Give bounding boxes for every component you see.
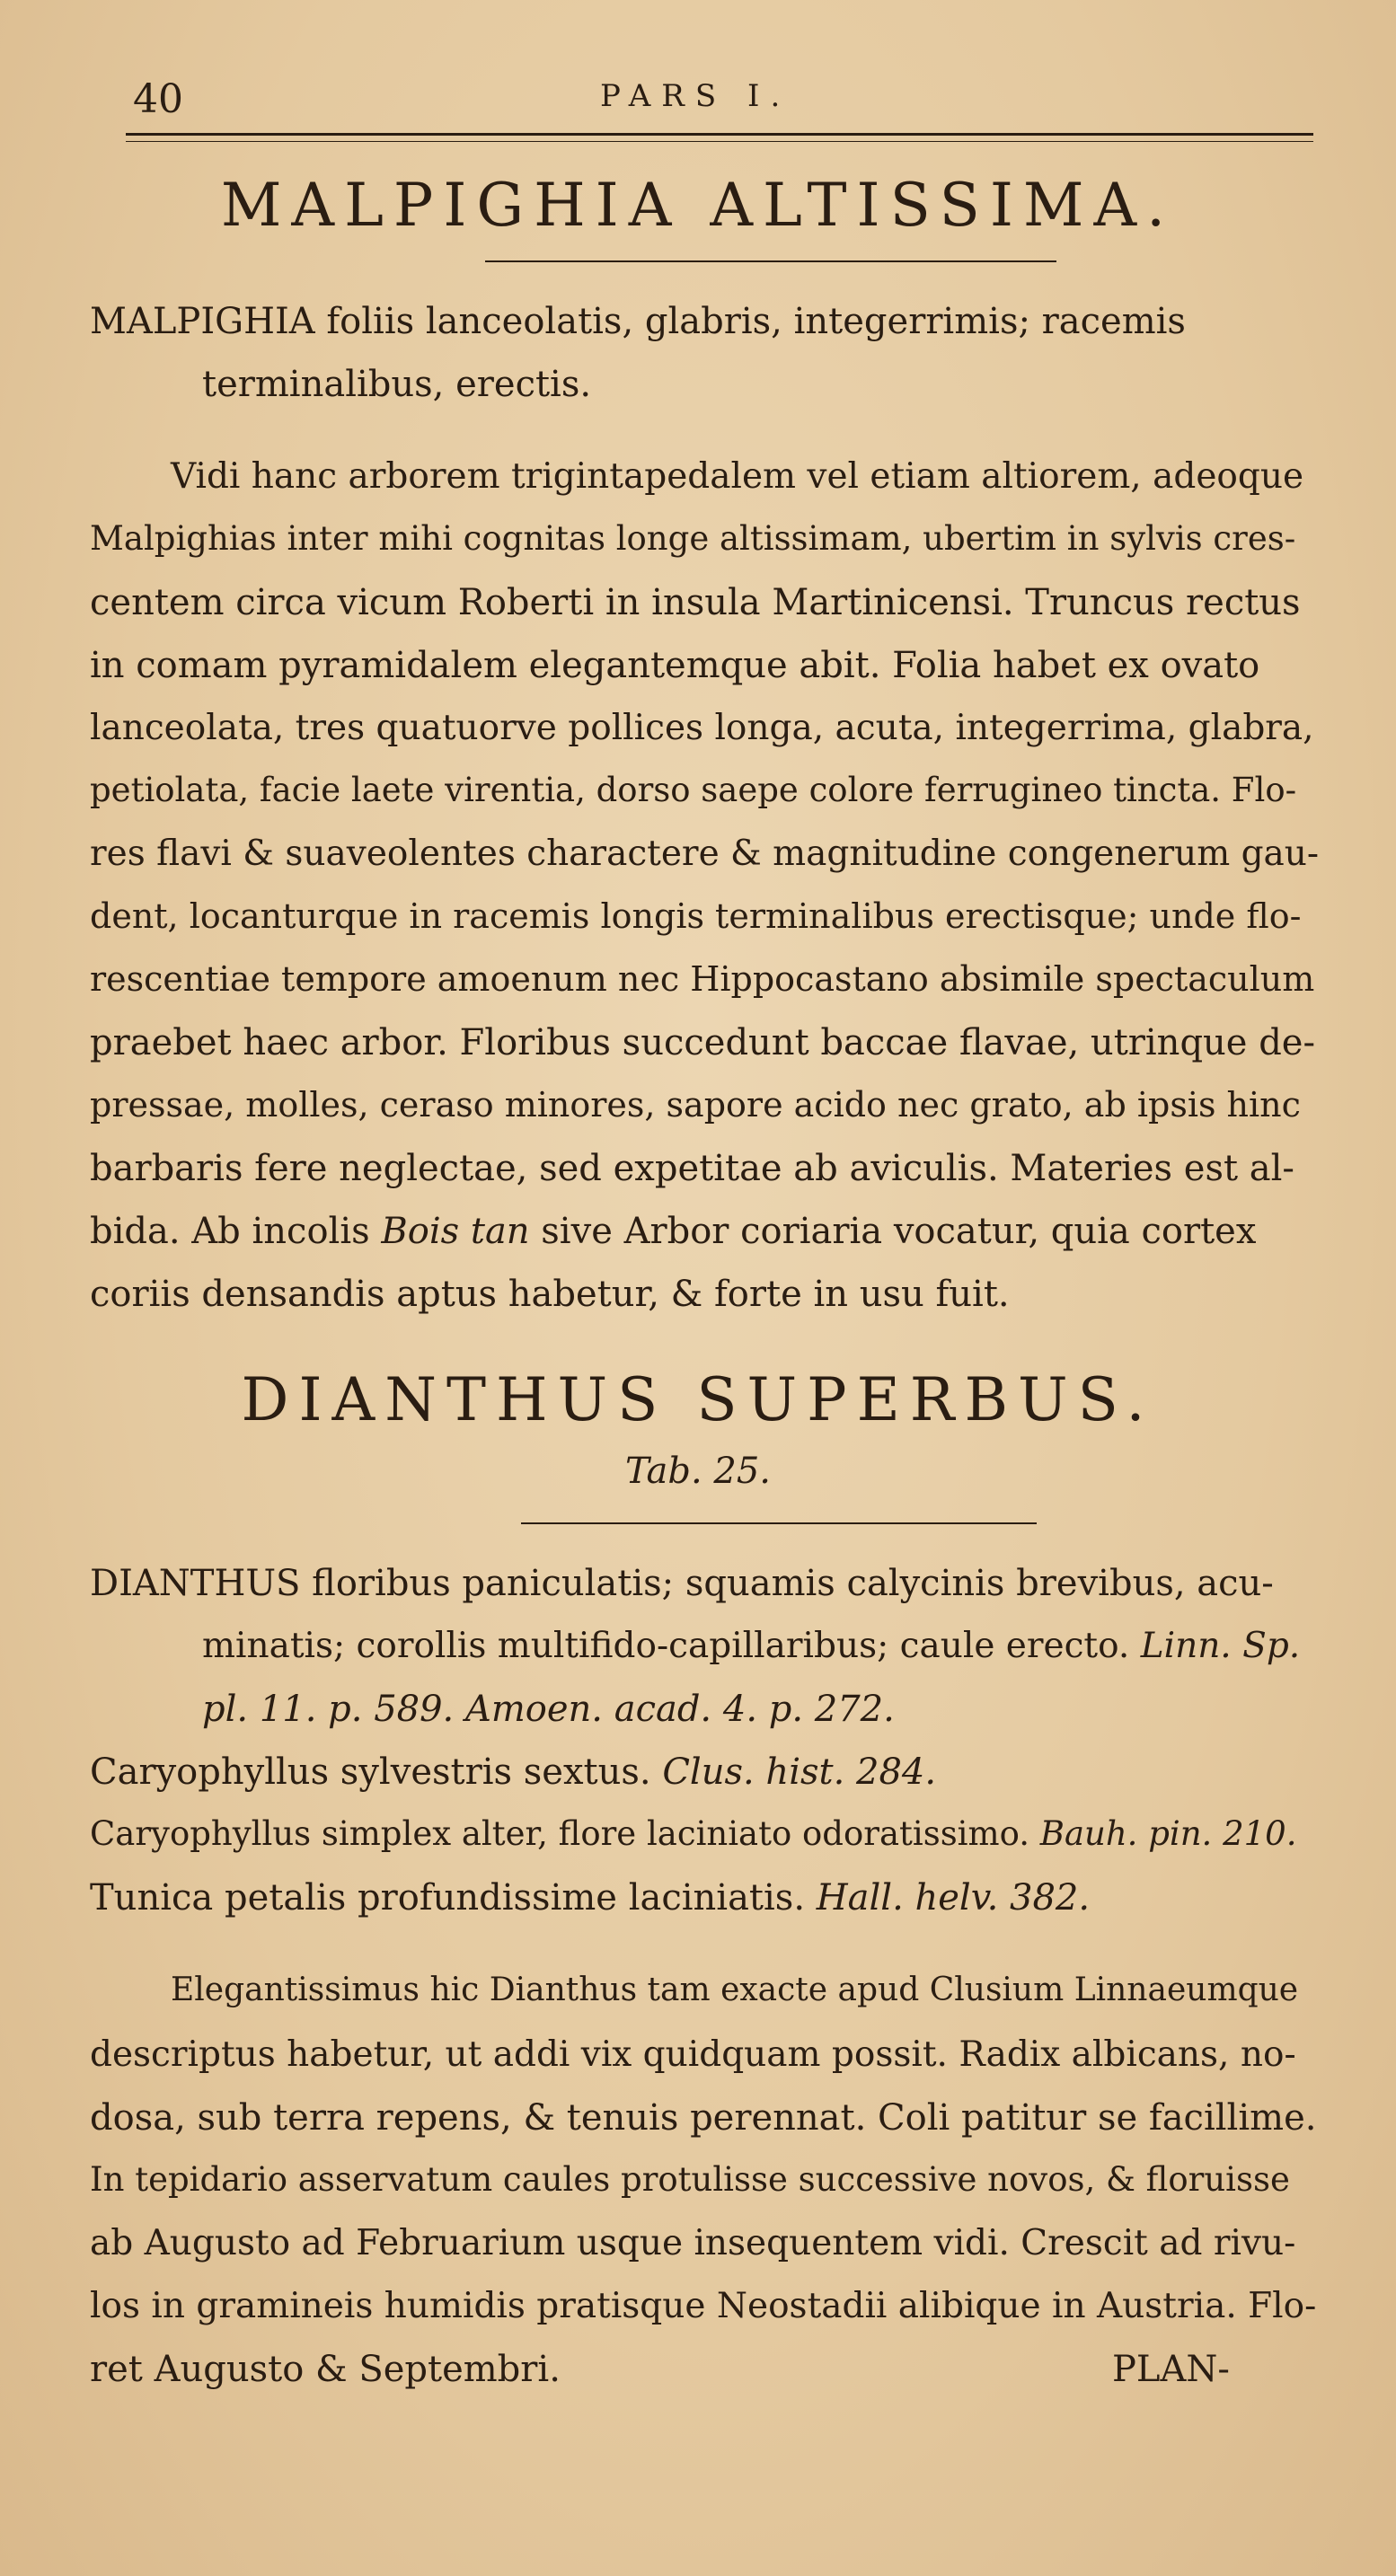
description-line-4: in comam pyramidalem elegantemque abit. Folia habet ex ovato (90, 645, 1260, 686)
linnaeus-reference: Linn. Sp. (1140, 1626, 1301, 1666)
dianthus-description-line-7: ret Augusto & Septembri. (90, 2349, 561, 2390)
heading-dianthus: DIANTHUS SUPERBUS. (241, 1365, 1155, 1434)
synonym-2 (90, 1814, 1296, 1853)
catchword: PLAN- (1112, 2349, 1230, 2390)
vernacular-name: Bois tan (381, 1211, 530, 1252)
description-line-8: dent, locanturque in racemis longis terminalibus erectisque; unde flo- (90, 896, 1302, 936)
heading-rule-2 (521, 1522, 1037, 1524)
description-line-5: lanceolata, tres quatuorve pollices longa, acuta, integerrima, glabra, (90, 708, 1314, 748)
description-line-13-b: sive Arbor coriaria vocatur, quia cortex (529, 1211, 1257, 1252)
description-line-9: rescentiae tempore amoenum nec Hippocastano absimile spectaculum (90, 959, 1315, 999)
heading-rule-1 (485, 260, 1056, 262)
running-title: PARS I. (600, 78, 791, 114)
description-line-7: res flavi & suaveolentes charactere & magnitudine congenerum gau- (90, 834, 1320, 874)
diagnosis-line-1: MALPIGHIA foliis lanceolatis, glabris, integerrimis; racemis (90, 301, 1186, 342)
dianthus-diagnosis-line-2 (202, 1626, 1300, 1666)
diagnosis-line-2: terminalibus, erectis. (202, 364, 592, 405)
heading-malpighia: MALPIGHIA ALTISSIMA. (220, 171, 1176, 240)
description-line-13-a: bida. Ab incolis (90, 1211, 382, 1252)
description-line-2: Malpighias inter mihi cognitas longe altissimam, ubertim in sylvis cres- (90, 519, 1296, 558)
description-line-13 (90, 1211, 1256, 1252)
description-line-6: petiolata, facie laete virentia, dorso saepe colore ferrugineo tincta. Flo- (90, 771, 1297, 809)
page-number: 40 (133, 76, 183, 122)
synonym-3 (90, 1877, 1090, 1919)
description-line-10: praebet haec arbor. Floribus succedunt baccae flavae, utrinque de- (90, 1022, 1315, 1063)
description-line-1: Vidi hanc arborem trigintapedalem vel etiam altiorem, adeoque (171, 456, 1304, 497)
tab-reference: Tab. 25. (624, 1451, 772, 1492)
synonym-1-ref: Clus. hist. 284. (662, 1751, 937, 1793)
dianthus-description-line-3: dosa, sub terra repens, & tenuis perennat. Coli patitur se facillime. (90, 2097, 1317, 2139)
dianthus-description-line-6: los in gramineis humidis pratisque Neostadii alibique in Austria. Flo- (90, 2286, 1317, 2326)
running-head (133, 76, 1310, 130)
dianthus-diagnosis-line-2-a: minatis; corollis multifido-capillaribus; caule erecto. (202, 1626, 1141, 1666)
dianthus-description-line-5: ab Augusto ad Februarium usque insequentem vidi. Crescit ad rivu- (90, 2223, 1296, 2263)
dianthus-diagnosis-line-1: DIANTHUS floribus paniculatis; squamis calycinis brevibus, acu- (90, 1563, 1274, 1604)
description-line-3: centem circa vicum Roberti in insula Martinicensi. Truncus rectus (90, 582, 1301, 623)
synonym-1 (90, 1751, 936, 1793)
synonym-3-text: Tunica petalis profundissime laciniatis. (90, 1877, 817, 1919)
synonym-1-text: Caryophyllus sylvestris sextus. (90, 1751, 663, 1793)
synonym-3-ref: Hall. helv. 382. (816, 1877, 1091, 1919)
header-rule (126, 133, 1313, 142)
dianthus-diagnosis-line-3: pl. 11. p. 589. Amoen. acad. 4. p. 272. (202, 1689, 895, 1730)
description-line-11: pressae, molles, cerasо minores, sapore acido nec grato, ab ipsis hinc (90, 1085, 1301, 1125)
description-line-12: barbaris fere neglectae, sed expetitae ab aviculis. Materies est al- (90, 1148, 1294, 1189)
synonym-2-ref: Bauh. pin. 210. (1039, 1814, 1297, 1853)
dianthus-description-line-1: Elegantissimus hic Dianthus tam exacte apud Clusium Linnaeumque (171, 1972, 1299, 2008)
dianthus-description-line-4: In tepidario asservatum caules protulisse successive novos, & floruisse (90, 2160, 1290, 2199)
description-line-14: coriis densandis aptus habetur, & forte in usu fuit. (90, 1274, 1010, 1315)
dianthus-description-line-2: descriptus habetur, ut addi vix quidquam possit. Radix albicans, no- (90, 2034, 1296, 2075)
synonym-2-text: Caryophyllus simplex alter, flore laciniato odoratissimo. (90, 1814, 1040, 1853)
